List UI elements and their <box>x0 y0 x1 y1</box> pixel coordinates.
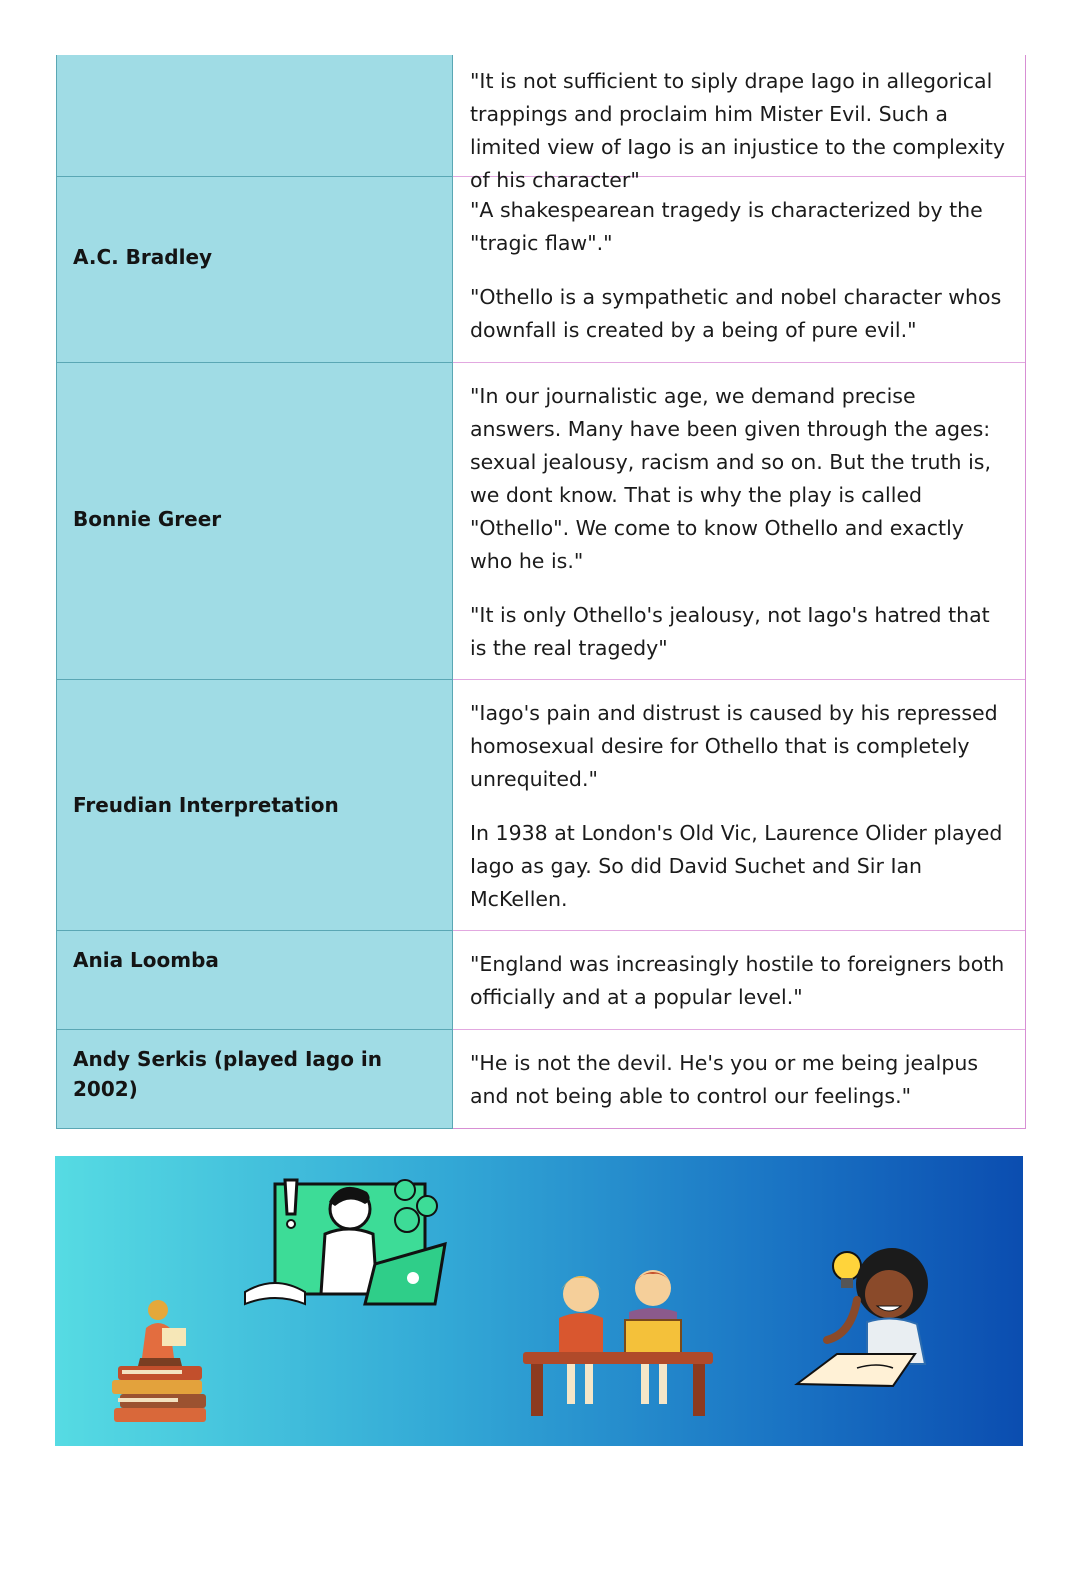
quote-cell <box>453 363 1026 680</box>
quote-cell <box>453 177 1026 363</box>
quote-cell <box>453 931 1026 1030</box>
quote-text: "England was increasingly hostile to foreigners both officially and at a popular level." <box>470 952 1005 1009</box>
quote-text: "A shakespearean tragedy is characterized by the "tragic flaw"." <box>470 198 983 255</box>
reading-on-books-illustration <box>110 1298 220 1428</box>
quote-text: "In our journalistic age, we demand precise answers. Many have been given through the ages: sexual jealousy, racism and so on. But the truth is, we dont know. That is why the play is called "Othello". We come to know Othello and exactly who he is." <box>470 383 991 573</box>
table-row <box>57 680 1026 931</box>
critic-cell <box>57 680 453 931</box>
girl-idea-lightbulb-illustration <box>797 1244 947 1394</box>
quote-text: In 1938 at London's Old Vic, Laurence Olider played Iago as gay. So did David Suchet and Sir Ian McKellen. <box>470 820 1003 911</box>
studying-student-laptop-illustration <box>245 1174 445 1314</box>
critic-cell <box>57 363 453 680</box>
critic-name: Andy Serkis (played Iago in 2002) <box>73 1047 383 1101</box>
quote-text: "It is not sufficient to siply drape Iago in allegorical trappings and proclaim him Mister Evil. Such a limited view of Iago is an injustice to the complexity of his character" <box>470 69 1006 192</box>
critic-name: Ania Loomba <box>73 948 219 972</box>
critic-cell <box>57 177 453 363</box>
two-children-reading-illustration <box>523 1264 715 1420</box>
quote-text: "He is not the devil. He's you or me being jealpus and not being able to control our feelings." <box>470 1051 979 1108</box>
quote-text: "It is only Othello's jealousy, not Iago's hatred that is the real tragedy" <box>470 602 990 660</box>
critic-name: A.C. Bradley <box>73 245 213 269</box>
table-row <box>57 177 1026 363</box>
table-row <box>57 55 1026 177</box>
critic-name: Bonnie Greer <box>73 506 222 531</box>
critics-quotes-table <box>56 55 1026 1129</box>
quote-cell <box>453 1030 1026 1129</box>
table-row <box>57 1030 1026 1129</box>
quote-cell <box>453 55 1026 192</box>
critic-cell <box>57 55 453 177</box>
critic-cell <box>57 1030 453 1129</box>
quote-text: "Iago's pain and distrust is caused by his repressed homosexual desire for Othello that is completely unrequited." <box>470 700 998 791</box>
illustration-banner <box>55 1156 1023 1446</box>
critic-name: Freudian Interpretation <box>73 793 339 817</box>
critic-cell <box>57 931 453 1030</box>
quote-text: "Othello is a sympathetic and nobel character whos downfall is created by a being of pure evil." <box>470 285 1002 342</box>
table-row <box>57 363 1026 680</box>
quote-cell <box>453 680 1026 931</box>
table-row <box>57 931 1026 1030</box>
